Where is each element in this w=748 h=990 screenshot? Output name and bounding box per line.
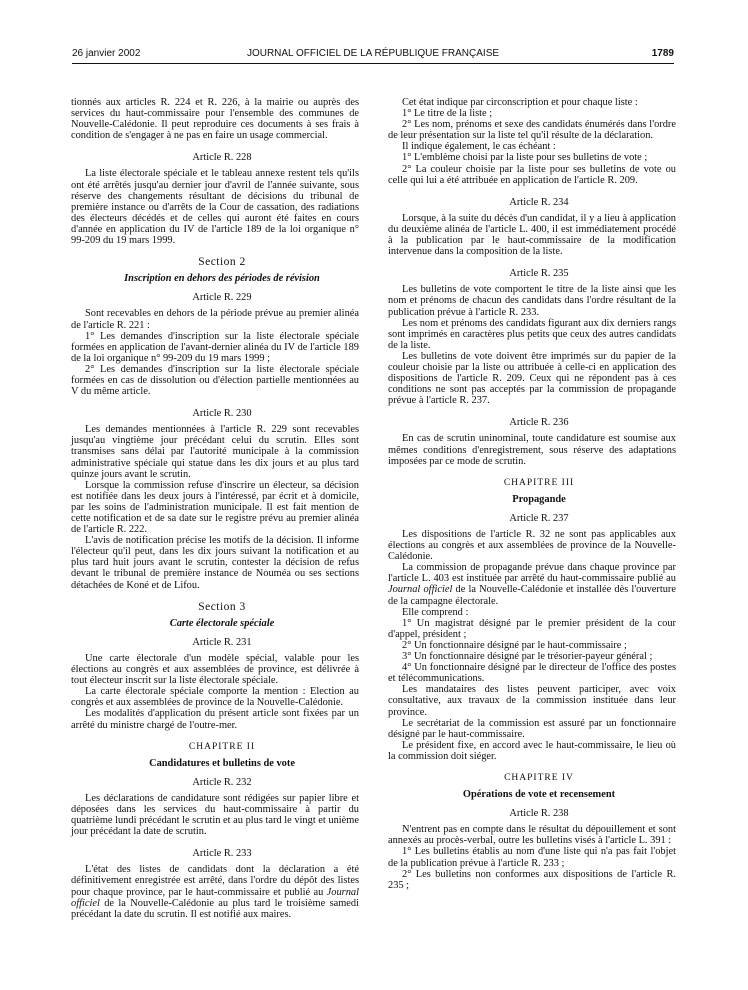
paragraph: 2° Les demandes d'inscription sur la liste électorale spéciale formées en cas de dissolution ou d'élection partielle mentionnées au V du même article. — [71, 363, 359, 398]
paragraph: 1° Les bulletins établis au nom d'une liste qui n'a pas fait l'objet de la publication prévue à l'article R. 233 ; — [388, 846, 676, 869]
paragraph: Le président fixe, en accord avec le haut-commissaire, le lieu où la commission doit siéger. — [388, 739, 676, 762]
paragraph: Les bulletins de vote comportent le titre de la liste ainsi que les nom et prénoms de chacun des candidats dans l'ordre résultant de la publication prévue à l'article R. 233. — [388, 284, 676, 318]
text-run: L'état des listes de candidats dont la déclaration a été définitivement enregistrée est arrêté, dans l'ordre du dépôt des listes pour chaque province, par le haut-commissaire et publié au — [71, 864, 359, 898]
paragraph: 4° Un fonctionnaire désigné par le directeur de l'office des postes et télécommunications. — [388, 662, 676, 685]
page-number: 1789 — [651, 48, 674, 59]
paragraph: Elle comprend : — [402, 606, 469, 618]
paragraph: 3° Un fonctionnaire désigné par le trésorier-payeur général ; — [402, 651, 653, 663]
header-date: 26 janvier 2002 — [72, 48, 141, 59]
article-heading: Article R. 231 — [192, 636, 252, 648]
paragraph: Les déclarations de candidature sont rédigées sur papier libre et déposées dans les services du haut-commissaire à partir du quatrième lundi précédant le scrutin et au plus tard le vingt et unième jour précédant la date de scrutin. — [71, 792, 359, 838]
paragraph: Les demandes mentionnées à l'article R. 229 sont recevables jusqu'au vingtième jour précédant celui du scrutin. Elles sont transmises sans délai par l'autorité municipale à la commission administrative spéciale qui statue dans les dix jours et au plus tard quinze jours avant le scrutin. — [71, 424, 359, 480]
paragraph: La liste électorale spéciale et le tableau annexe restent tels qu'ils ont été arrêtés jusqu'au dernier jour d'avril de l'année suivante, sous réserve des changements résultant de décisions du tribunal de première instance ou d'arrêts de la Cour de cassation, des radiations des électeurs décédés et de celles qui auront été faites en cours d'année en application du IV de l'article 189 de la loi organique n° 99-209 du 19 mars 1999. — [71, 168, 359, 247]
paragraph: Les modalités d'application du présent article sont fixées par un arrêté du ministre chargé de l'outre-mer. — [71, 708, 359, 731]
paragraph: Les bulletins de vote doivent être imprimés sur du papier de la couleur choisie par la liste ou attribuée à celle-ci en application des dispositions de l'article R. 209. Ceux qui ne répondent pas à ces conditions ne sont pas acceptés par la commission de propagande prévue à l'article R. 237. — [388, 350, 676, 407]
header-rule — [72, 63, 674, 64]
chapter-heading: CHAPITRE IV — [504, 772, 574, 783]
paragraph: Lorsque, à la suite du décès d'un candidat, il y a lieu à application du deuxième alinéa de l'article L. 400, il est immédiatement procédé à la publication par le haut-commissaire de la modification intervenue dans la composition de la liste. — [388, 212, 676, 258]
article-heading: Article R. 238 — [509, 808, 569, 820]
chapter-heading: CHAPITRE II — [188, 741, 256, 752]
paragraph: La carte électorale spéciale comporte la mention : Election au congrès et aux assemblées de province de la Nouvelle-Calédonie. — [71, 686, 359, 709]
article-heading: Article R. 230 — [192, 408, 252, 420]
paragraph: 2° Les nom, prénoms et sexe des candidats énumérés dans l'ordre de leur présentation sur la liste tel qu'il résulte de la déclaration. — [388, 119, 676, 142]
paragraph: Le secrétariat de la commission est assuré par un fonctionnaire désigné par le haut-commissaire. — [388, 717, 676, 740]
paragraph: 1° Un magistrat désigné par le premier président de la cour d'appel, président ; — [388, 617, 676, 640]
paragraph — [388, 562, 676, 606]
paragraph: Il indique également, le cas échéant : — [402, 141, 556, 153]
text-run: La commission de propagande prévue dans chaque province par l'article L. 403 est instituée par arrêté du haut-commissaire publié au — [388, 562, 676, 585]
section-title: Inscription en dehors des périodes de révision — [124, 273, 320, 285]
journal-title: JOURNAL OFFICIEL DE LA RÉPUBLIQUE FRANÇAISE — [246, 48, 500, 59]
italic-text: Journal officiel — [388, 584, 453, 596]
paragraph — [71, 864, 359, 919]
paragraph: En cas de scrutin uninominal, toute candidature est soumise aux mêmes conditions d'enregistrement, sous réserve des adaptations imposées par ce mode de scrutin. — [388, 433, 676, 467]
section-heading: Section 3 — [198, 600, 246, 613]
text-run: de la Nouvelle-Calédonie et installée dès l'ouverture de la campagne électorale. — [388, 584, 676, 607]
chapter-title: Opérations de vote et recensement — [462, 789, 616, 801]
paragraph: Une carte électorale d'un modèle spécial, valable pour les élections au congrès et aux assemblées de province, est délivrée à tout électeur inscrit sur la liste électorale spéciale. — [71, 652, 359, 687]
paragraph: N'entrent pas en compte dans le résultat du dépouillement et sont annexés au procès-verbal, outre les bulletins visés à l'article L. 391 : — [388, 824, 676, 847]
paragraph: Sont recevables en dehors de la période prévue au premier alinéa de l'article R. 221 : — [71, 308, 359, 331]
section-heading: Section 2 — [198, 256, 246, 269]
section-title: Carte électorale spéciale — [169, 617, 275, 629]
paragraph: 2° Un fonctionnaire désigné par le haut-commissaire ; — [402, 639, 627, 651]
article-heading: Article R. 235 — [509, 268, 569, 280]
text-run: de la Nouvelle-Calédonie au plus tard le troisième samedi précédant la date du scrutin. Il est notifié aux maires. — [71, 897, 359, 920]
paragraph: Les nom et prénoms des candidats figurant aux dix derniers rangs sont imprimés en caractères plus petits que ceux des autres candidats de la liste. — [388, 317, 676, 351]
article-heading: Article R. 236 — [509, 417, 569, 429]
article-heading: Article R. 229 — [192, 292, 252, 304]
left-column — [71, 97, 359, 920]
paragraph: Les dispositions de l'article R. 32 ne sont pas applicables aux élections au congrès et aux assemblées de province de la Nouvelle-Calédonie. — [388, 529, 676, 563]
paragraph: Cet état indique par circonscription et pour chaque liste : — [402, 97, 638, 108]
article-heading: Article R. 237 — [509, 512, 569, 524]
paragraph: tionnés aux articles R. 224 et R. 226, à la mairie ou auprès des services du haut-commissaire pour l'ensemble des communes de Nouvelle-Calédonie. Il peut reproduire ces documents à ses frais à condition de s'engager à ne pas en faire un usage commercial. — [71, 97, 359, 142]
chapter-title: Candidatures et bulletins de vote — [149, 757, 295, 769]
italic-text: Journal officiel — [71, 886, 359, 909]
paragraph: L'avis de notification précise les motifs de la décision. Il informe l'électeur qu'il peut, dans les dix jours suivant la notification et au plus tard huit jours avant le scrutin, contester la décision de refus devant le tribunal de première instance de Nouméa ou ses sections détachées de Koné et de Lifou. — [71, 535, 359, 591]
paragraph: 2° La couleur choisie par la liste pour ses bulletins de vote ou celle qui lui a été attribuée en application de l'article R. 209. — [388, 163, 676, 186]
article-heading: Article R. 234 — [509, 196, 569, 208]
paragraph: Les mandataires des listes peuvent participer, avec voix consultative, aux travaux de la commission instituée dans leur province. — [388, 684, 676, 718]
chapter-heading: CHAPITRE III — [503, 477, 575, 488]
paragraph: 2° Les bulletins non conformes aux dispositions de l'article R. 235 ; — [388, 868, 676, 891]
paragraph: 1° Les demandes d'inscription sur la liste électorale spéciale formées en application de l'avant-dernier alinéa du IV de l'article 189 de la loi organique n° 99-209 du 19 mars 1999 ; — [71, 330, 359, 364]
paragraph: 1° Le titre de la liste ; — [402, 108, 493, 120]
article-heading: Article R. 228 — [192, 152, 252, 164]
page-header — [72, 48, 674, 64]
article-heading: Article R. 233 — [192, 848, 252, 860]
paragraph: Lorsque la commission refuse d'inscrire un électeur, sa décision est notifiée dans les deux jours à l'intéressé, par écrit et à domicile, par les soins de l'administration municipale. Il est fait mention de cette notification et de sa date sur le registre prévu au premier alinéa de l'article R. 222. — [71, 479, 359, 536]
article-heading: Article R. 232 — [192, 776, 252, 788]
chapter-title: Propagande — [512, 493, 566, 505]
right-column — [388, 97, 676, 891]
paragraph: 1° L'emblème choisi par la liste pour ses bulletins de vote ; — [402, 152, 648, 164]
